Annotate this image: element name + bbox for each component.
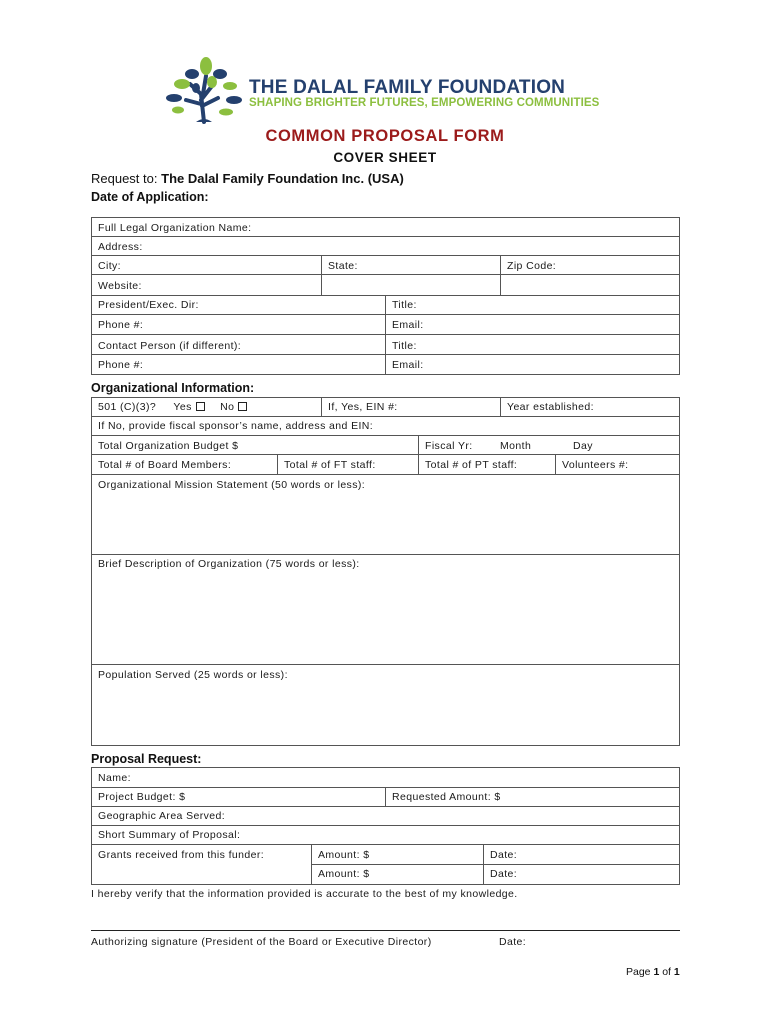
org-budget-field[interactable]: Total Organization Budget $ <box>98 440 239 452</box>
501c3-label: 501 (C)(3)? <box>98 401 157 413</box>
yes-checkbox[interactable] <box>196 402 205 411</box>
legal-name-field[interactable]: Full Legal Organization Name: <box>98 222 252 234</box>
page-prefix: Page <box>626 966 651 978</box>
request-to-line <box>91 171 404 186</box>
form-title: COMMON PROPOSAL FORM <box>265 127 505 145</box>
project-budget-field[interactable]: Project Budget: $ <box>98 791 186 803</box>
ein-field[interactable]: If, Yes, EIN #: <box>328 401 398 413</box>
grants-received-label: Grants received from this funder: <box>98 849 265 861</box>
signature-line[interactable] <box>91 930 680 931</box>
year-established-field[interactable]: Year established: <box>507 401 594 413</box>
contact-phone-field[interactable]: Phone #: <box>98 359 144 371</box>
address-field[interactable]: Address: <box>98 241 143 253</box>
page-current: 1 <box>653 966 660 978</box>
fiscal-month-field[interactable]: Month <box>500 440 532 452</box>
signature-date-label: Date: <box>499 936 527 948</box>
page-total: 1 <box>673 966 680 978</box>
org-info-heading: Organizational Information: <box>91 381 255 395</box>
proposal-name-field[interactable]: Name: <box>98 772 131 784</box>
no-checkbox[interactable] <box>238 402 247 411</box>
501c3-question <box>98 401 247 413</box>
yes-option[interactable] <box>173 401 204 413</box>
president-phone-field[interactable]: Phone #: <box>98 319 144 331</box>
state-field[interactable]: State: <box>328 260 358 272</box>
grant-date-2-field[interactable]: Date: <box>490 868 518 880</box>
date-of-application: Date of Application: <box>91 190 209 204</box>
proposal-summary-field[interactable]: Short Summary of Proposal: <box>98 829 241 841</box>
city-field[interactable]: City: <box>98 260 121 272</box>
grant-amount-1-field[interactable]: Amount: $ <box>318 849 370 861</box>
cover-sheet-subtitle: COVER SHEET <box>333 150 437 165</box>
logo-tagline: SHAPING BRIGHTER FUTURES, EMPOWERING COMMUNITIES <box>249 97 600 109</box>
pt-staff-field[interactable]: Total # of PT staff: <box>425 459 518 471</box>
page-of: of <box>662 966 671 978</box>
org-description-field[interactable]: Brief Description of Organization (75 words or less): <box>98 558 360 570</box>
verification-statement: I hereby verify that the information provided is accurate to the best of my knowledge. <box>91 888 518 900</box>
fiscal-sponsor-field[interactable]: If No, provide fiscal sponsor’s name, address and EIN: <box>98 420 374 432</box>
request-to-prefix: Request to: <box>91 171 158 186</box>
volunteers-field[interactable]: Volunteers #: <box>562 459 629 471</box>
proposal-table <box>91 767 680 885</box>
fiscal-day-field[interactable]: Day <box>573 440 593 452</box>
request-to-org: The Dalal Family Foundation Inc. (USA) <box>161 171 404 186</box>
contact-title-field[interactable]: Title: <box>392 340 417 352</box>
president-field[interactable]: President/Exec. Dir: <box>98 299 199 311</box>
contact-person-field[interactable]: Contact Person (if different): <box>98 340 242 352</box>
grant-date-1-field[interactable]: Date: <box>490 849 518 861</box>
proposal-heading: Proposal Request: <box>91 752 202 766</box>
grant-amount-2-field[interactable]: Amount: $ <box>318 868 370 880</box>
tree-logo-icon <box>160 54 248 124</box>
president-email-field[interactable]: Email: <box>392 319 424 331</box>
website-field[interactable]: Website: <box>98 280 142 292</box>
page-number <box>626 966 680 978</box>
yes-label: Yes <box>173 401 192 413</box>
signature-label: Authorizing signature (President of the Board or Executive Director) <box>91 936 432 948</box>
logo-org-name: THE DALAL FAMILY FOUNDATION <box>249 77 566 98</box>
requested-amount-field[interactable]: Requested Amount: $ <box>392 791 501 803</box>
fiscal-year-field[interactable]: Fiscal Yr: <box>425 440 473 452</box>
no-option[interactable] <box>220 401 247 413</box>
mission-statement-field[interactable]: Organizational Mission Statement (50 words or less): <box>98 479 366 491</box>
president-title-field[interactable]: Title: <box>392 299 417 311</box>
no-label: No <box>220 401 235 413</box>
zip-code-field[interactable]: Zip Code: <box>507 260 557 272</box>
geographic-area-field[interactable]: Geographic Area Served: <box>98 810 226 822</box>
board-members-field[interactable]: Total # of Board Members: <box>98 459 232 471</box>
population-served-field[interactable]: Population Served (25 words or less): <box>98 669 288 681</box>
contact-email-field[interactable]: Email: <box>392 359 424 371</box>
ft-staff-field[interactable]: Total # of FT staff: <box>284 459 376 471</box>
